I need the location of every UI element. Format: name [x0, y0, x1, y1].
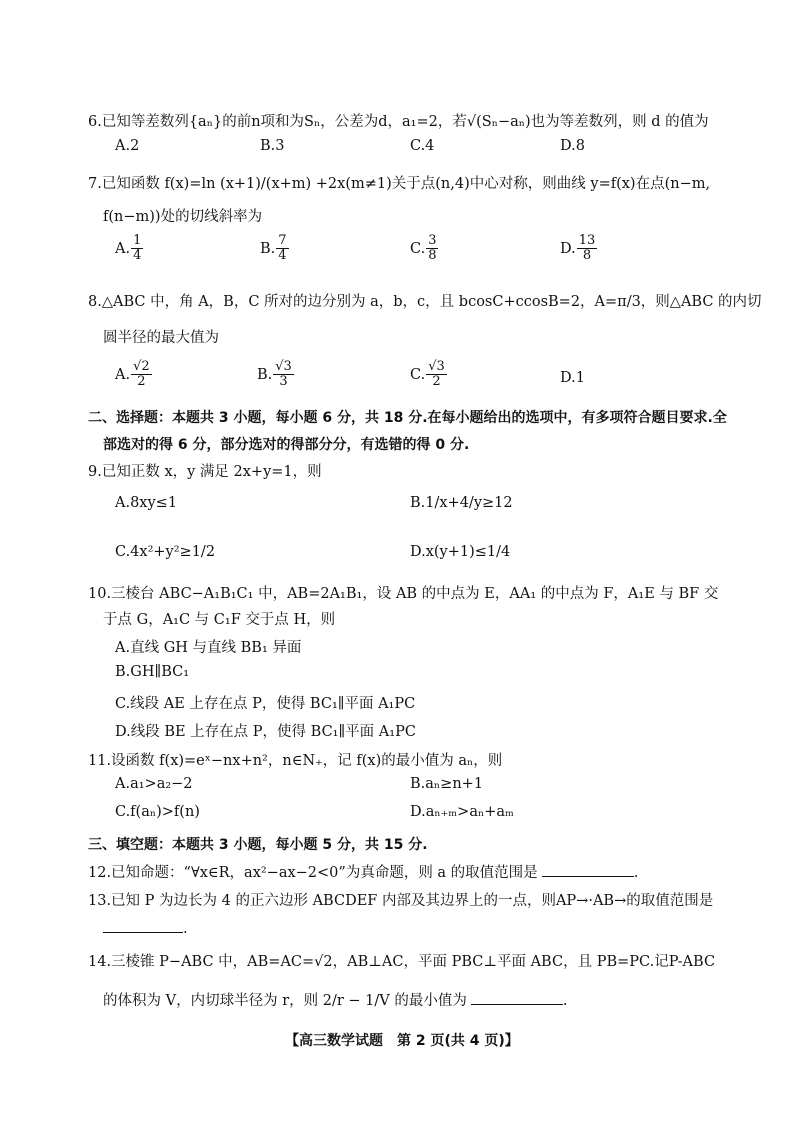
q7-stem-line1: 7.已知函数 f(x)=ln (x+1)/(x+m) +2x(m≠1)关于点(n,4)中心对称，则曲线 y=f(x)在点(n−m, — [88, 176, 711, 192]
q13-answer-blank — [103, 918, 183, 933]
q9-option-d: D.x(y+1)≤1/4 — [410, 544, 511, 560]
q8-stem-line1: 8.△ABC 中，角 A，B，C 所对的边分别为 a，b，c，且 bcosC+ccosB=2，A=π/3，则△ABC 的内切 — [88, 294, 762, 310]
q11-option-b: B.aₙ≥n+1 — [410, 776, 484, 792]
q11-stem: 11.设函数 f(x)=eˣ−nx+n²，n∈N₊，记 f(x)的最小值为 aₙ，则 — [88, 753, 503, 769]
q6-option-a: A.2 — [115, 138, 140, 154]
q12-line: 12.已知命题：“∀x∈R，ax²−ax−2<0”为真命题，则 a 的取值范围是 . — [88, 861, 638, 882]
page-footer: 【高三数学试题 第 2 页(共 4 页)】 — [285, 1033, 519, 1049]
q7-option-c: C. $\frac{3}{8}$ — [410, 233, 437, 264]
q9-stem: 9.已知正数 x，y 满足 2x+y=1，则 — [88, 464, 322, 480]
q12-stem: 12.已知命题：“∀x∈R，ax²−ax−2<0”为真命题，则 a 的取值范围是 — [88, 865, 538, 881]
q14-stem-line2: 的体积为 V，内切球半径为 r，则 2/r − 1/V 的最小值为 — [103, 993, 467, 1009]
q6-option-b: B.3 — [260, 138, 285, 154]
q7-stem-line2: f(n−m))处的切线斜率为 — [103, 209, 263, 225]
q13-stem: 13.已知 P 为边长为 4 的正六边形 ABCDEF 内部及其边界上的一点，则AP→·AB→的取值范围是 — [88, 893, 714, 909]
q6-stem: 6.已知等差数列{aₙ}的前n项和为Sₙ，公差为d，a₁=2，若√(Sₙ−aₙ)也为等差数列，则 d 的值为 — [88, 114, 709, 130]
q14-answer-blank — [471, 990, 563, 1005]
q8-option-b: B. $\frac{√3}{3}$ — [257, 359, 292, 390]
q14-line2: 的体积为 V，内切球半径为 r，则 2/r − 1/V 的最小值为 . — [103, 989, 567, 1010]
section2-header-line2: 部选对的得 6 分，部分选对的得部分分，有选错的得 0 分. — [103, 437, 470, 453]
q6-option-c: C.4 — [410, 138, 435, 154]
q7-option-d: D. $\frac{13}{8}$ — [560, 233, 596, 264]
q11-option-d: D.aₙ₊ₘ>aₙ+aₘ — [410, 804, 514, 820]
q10-option-d: D.线段 BE 上存在点 P，使得 BC₁∥平面 A₁PC — [115, 724, 416, 740]
q6-option-d: D.8 — [560, 138, 585, 154]
q14-stem-line1: 14.三棱锥 P−ABC 中，AB=AC=√2，AB⊥AC，平面 PBC⊥平面 ABC，且 PB=PC.记P-ABC — [88, 954, 716, 970]
q8-option-d: D.1 — [560, 370, 585, 386]
q9-option-b: B.1/x+4/y≥12 — [410, 495, 513, 511]
q8-stem-line2: 圆半径的最大值为 — [103, 330, 219, 346]
q11-option-a: A.a₁>a₂−2 — [115, 776, 193, 792]
q10-option-a: A.直线 GH 与直线 BB₁ 异面 — [115, 640, 302, 656]
q13-line2: . — [103, 918, 188, 937]
q12-answer-blank — [542, 862, 634, 877]
q9-option-c: C.4x²+y²≥1/2 — [115, 544, 216, 560]
q8-option-c: C. $\frac{√3}{2}$ — [410, 359, 445, 390]
q11-option-c: C.f(aₙ)>f(n) — [115, 804, 200, 820]
q10-stem-line1: 10.三棱台 ABC−A₁B₁C₁ 中，AB=2A₁B₁，设 AB 的中点为 E，AA₁ 的中点为 F，A₁E 与 BF 交 — [88, 586, 719, 602]
q10-stem-line2: 于点 G，A₁C 与 C₁F 交于点 H，则 — [103, 612, 336, 628]
section2-header-line1: 二、选择题：本题共 3 小题，每小题 6 分，共 18 分.在每小题给出的选项中，有多项符合题目要求.全 — [88, 410, 727, 426]
q7-option-a: A. $\frac{1}{4}$ — [115, 233, 142, 264]
q7-option-b: B. $\frac{7}{4}$ — [260, 233, 287, 264]
q8-option-a: A. $\frac{√2}{2}$ — [115, 359, 150, 390]
q10-option-c: C.线段 AE 上存在点 P，使得 BC₁∥平面 A₁PC — [115, 696, 416, 712]
section3-header: 三、填空题：本题共 3 小题，每小题 5 分，共 15 分. — [88, 837, 428, 853]
q9-option-a: A.8xy≤1 — [115, 495, 178, 511]
q10-option-b: B.GH∥BC₁ — [115, 664, 190, 680]
